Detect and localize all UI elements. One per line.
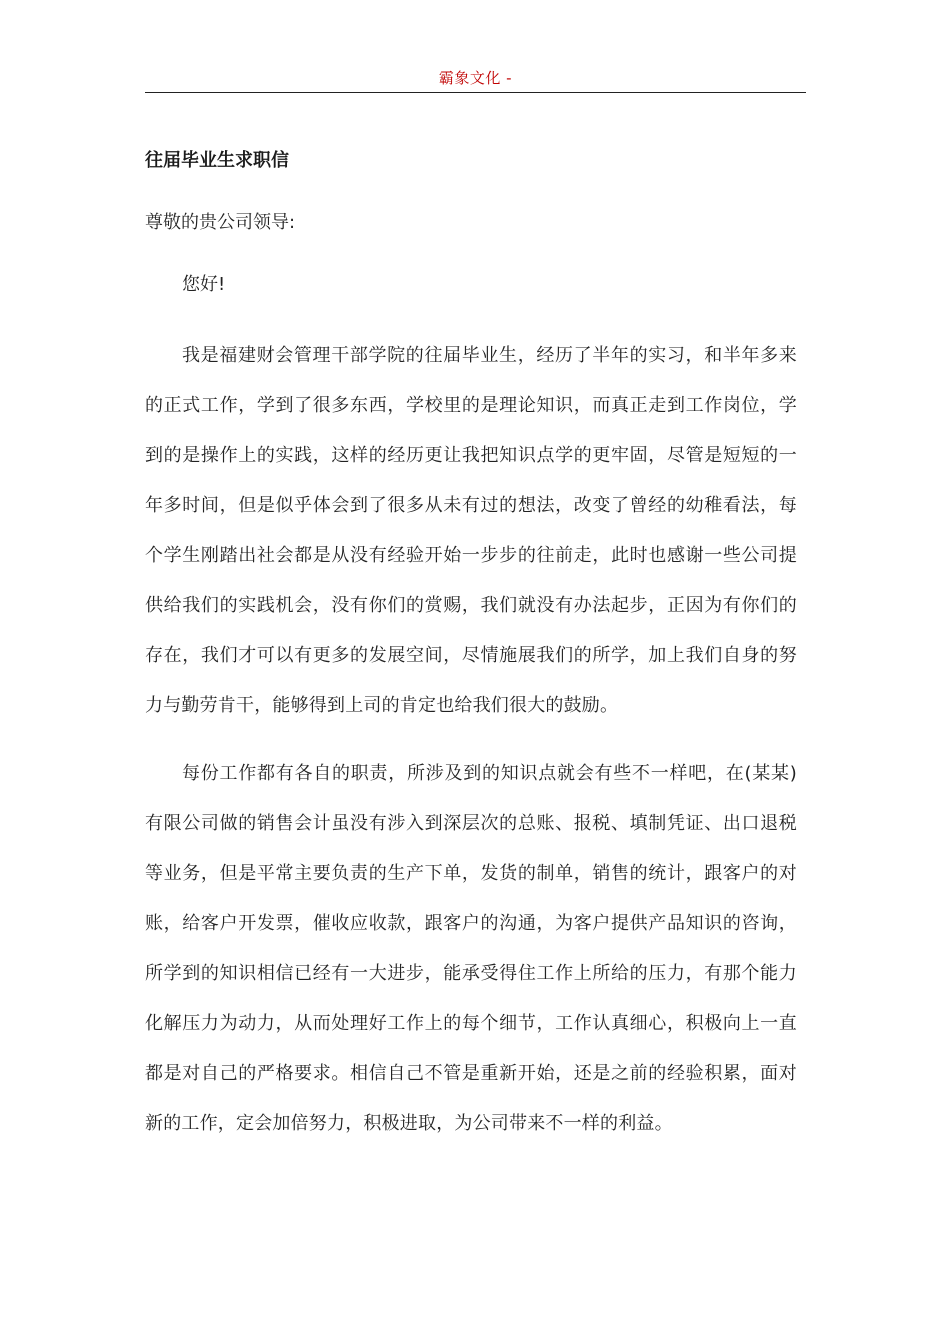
document-body: [145, 145, 797, 1167]
page-header: [145, 66, 806, 93]
document-title: 往届毕业生求职信: [145, 150, 289, 171]
body-paragraph: 我是福建财会管理干部学院的往届毕业生，经历了半年的实习，和半年多来的正式工作，学到了很多东西，学校里的是理论知识，而真正走到工作岗位，学到的是操作上的实践，这样的经历更让我把知识点学的更牢固，尽管是短短的一年多时间，但是似乎体会到了很多从未有过的想法，改变了曾经的幼稚看法，每个学生刚踏出社会都是从没有经验开始一步步的往前走，此时也感谢一些公司提供给我们的实践机会，没有你们的赏赐，我们就没有办法起步，正因为有你们的存在，我们才可以有更多的发展空间，尽情施展我们的所学，加上我们自身的努力与勤劳肯干，能够得到上司的肯定也给我们很大的鼓励。: [145, 345, 797, 716]
greeting: 您好!: [182, 274, 226, 295]
body-paragraph: 每份工作都有各自的职责，所涉及到的知识点就会有些不一样吧，在(某某)有限公司做的销售会计虽没有涉入到深层次的总账、报税、填制凭证、出口退税等业务，但是平常主要负责的生产下单，发货的制单，销售的统计，跟客户的对账，给客户开发票，催收应收款，跟客户的沟通，为客户提供产品知识的咨询，所学到的知识相信已经有一大进步，能承受得住工作上所给的压力，有那个能力化解压力为动力，从而处理好工作上的每个细节，工作认真细心，积极向上一直都是对自己的严格要求。相信自己不管是重新开始，还是之前的经验积累，面对新的工作，定会加倍努力，积极进取，为公司带来不一样的利益。: [145, 763, 797, 1134]
salutation: 尊敬的贵公司领导:: [145, 212, 296, 233]
header-brand-text: 霸象文化 -: [438, 69, 513, 87]
